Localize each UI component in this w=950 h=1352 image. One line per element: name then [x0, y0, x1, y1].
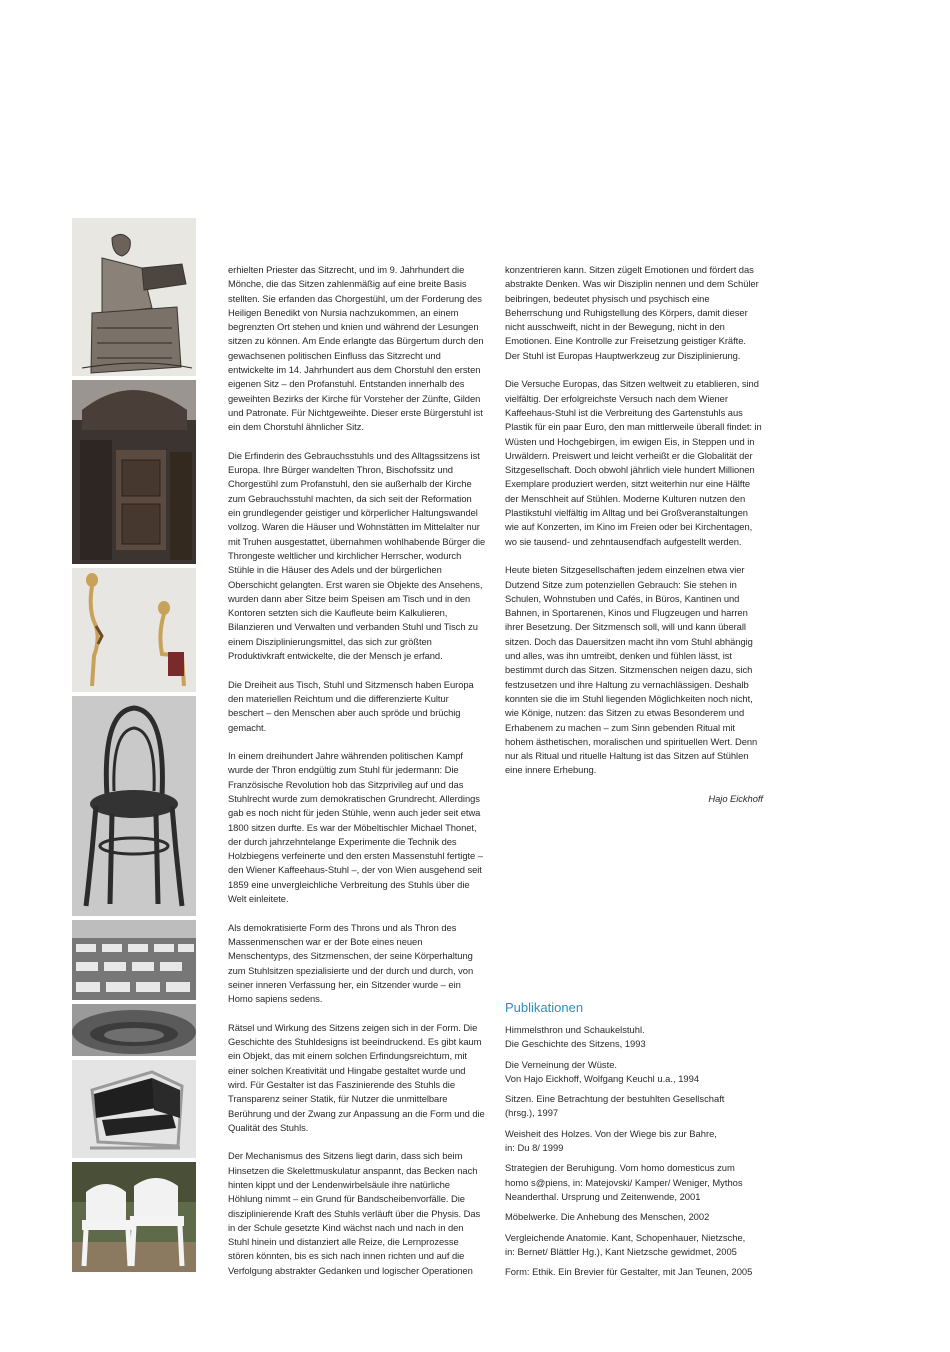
paragraph: Die Erfinderin des Gebrauchsstuhls und des Alltagssitzens ist Europa. Ihre Bürger wandelten Thron, Bischofssitz und Chorgestühl zum Profanstuhl, den sie außerhalb der Kirche zum Gebrauchsstuhl machten, da sich seit der Reformation ein grundlegender geistiger und körperlicher Haltungswandel vollzog. Waren die Häuser und Wohnstätten im Mittelalter nur mit Truhen ausgestattet, übernahmen wohlhabende Bürger die Throngeste weltlicher und kirchlicher Herrscher, wodurch Stühle in die Häuser des Adels und der bürgerlichen Oberschicht gelangten. Erst waren sie Objekte des Ansehens, wurden dann aber Sitze beim Speisen am Tisch und in den Kontoren setzten sich die Kaufleute beim Kalkulieren, Bilanzieren und Verwalten und verbanden Stuhl und Tisch zu einem Disziplinierungsmittel, das sich zur größten Produktivkraft entwickelte, die der Mensch je erfand. — [228, 449, 486, 662]
wassily-chair-image — [72, 1060, 196, 1158]
author-signature: Hajo Eickhoff — [708, 792, 763, 804]
publication-line: Form: Ethik. Ein Brevier für Gestalter, mit Jan Teunen, 2005 — [505, 1266, 753, 1278]
publication-item — [505, 1092, 775, 1121]
publication-item — [505, 1265, 775, 1279]
publications-heading: Publikationen — [505, 1000, 584, 1015]
plastic-chairs-image — [72, 1162, 196, 1272]
publication-line: homo s@piens, in: Matejovski/ Kamper/ Weniger, Mythos — [505, 1176, 743, 1188]
publication-item — [505, 1127, 775, 1156]
office-hall-image — [72, 920, 196, 1000]
publication-line: Von Hajo Eickhoff, Wolfgang Keuchl u.a., 1994 — [505, 1072, 700, 1084]
thonet-chair-image — [72, 696, 196, 916]
publication-item — [505, 1210, 775, 1224]
publication-item — [505, 1058, 775, 1087]
publication-item — [505, 1231, 775, 1260]
paragraph: erhielten Priester das Sitzrecht, und im 9. Jahrhundert die Mönche, die das Sitzen zahlenmäßig auf eine breite Basis stellten. Sie erfanden das Chorgestühl, um der Forderung des Heiligen Benedikt von Nursia nachzukommen, an einem begrenzten Ort stehen und knien und während der Lesungen sitzen zu können. Am Ende erlangte das Bürgertum durch den gewachsenen politischen Einfluss das Sitzrecht und entwickelte im 14. Jahrhundert aus dem Chorstuhl den ersten eigenen Sitz – den Profanstuhl. Entstanden innerhalb des geweihten Bezirks der Kirche für Vorsteher der Zünfte, Gilden und Patronate. Für Nichtgeweihte. Dieser erste Bürgerstuhl ist ein dem Chorstuhl ähnlicher Sitz. — [228, 264, 484, 433]
publication-line: Himmelsthron und Schaukelstuhl. — [505, 1024, 645, 1035]
publication-line: Die Verneinung der Wüste. — [505, 1058, 618, 1070]
publication-line: in: Bernet/ Blättler Hg.), Kant Nietzsche gewidmet, 2005 — [505, 1245, 737, 1257]
paragraph: Rätsel und Wirkung des Sitzens zeigen sich in der Form. Die Geschichte des Stuhldesigns ist beeindruckend. Es gibt kaum ein Objekt, das mit einem solchen Erfindungsreichtum, mit einer solchen Kreativität und Hingabe gestaltet wurde und wird. Für Gestalter ist das Faszinierende des Stuhls die Transparenz seiner Statik, für Nutzer die unmittelbare Berührung und der Zwang zur Anpassung an die Form und die Qualität des Stuhls. — [228, 1021, 485, 1133]
publication-item — [505, 1023, 775, 1052]
left-text-column — [228, 263, 486, 1292]
publication-line: Möbelwerke. Die Anhebung des Menschen, 2002 — [505, 1211, 710, 1223]
sitting-figures-image — [72, 568, 196, 692]
publications-section — [505, 1000, 775, 1285]
paragraph: Die Versuche Europas, das Sitzen weltweit zu etablieren, sind vielfältig. Der erfolgreichste Versuch nach dem Wiener Kaffeehaus-Stuhl ist die Verbreitung des Gartenstuhls aus Plastik für ein paar Euro, den man mittlerweile überall findet: in Wüsten und Hochgebirgen, im ewigen Eis, in Steppen und in Urwäldern. Preiswert und leicht verheißt er die Globalität der Sitzgesellschaft. Doch obwohl jährlich viele hundert Millionen Exemplare produziert werden, sitzt weiterhin nur eine Hälfte der Menschheit auf Stühlen. Moderne Kulturen nutzen den Plastikstuhl vielfältig im Alltag und bei Großveranstaltungen wie auf Konzerten, im Kino im Freien oder bei Kirchentagen, wo sie tausend- und zehntausendfach aufgestellt werden. — [505, 378, 762, 547]
publication-line: Vergleichende Anatomie. Kant, Schopenhauer, Nietzsche, — [505, 1231, 746, 1243]
publication-line: Neanderthal. Ursprung und Zeitenwende, 2001 — [505, 1190, 701, 1202]
choir-stall-image — [72, 380, 196, 564]
publication-line: in: Du 8/ 1999 — [505, 1142, 564, 1154]
publication-line: Strategien der Beruhigung. Vom homo domesticus zum — [505, 1162, 735, 1174]
publication-line: Weisheit des Holzes. Von der Wiege bis zur Bahre, — [505, 1127, 717, 1139]
paragraph: Als demokratisierte Form des Throns und als Thron des Massenmenschen war er der Bote eines neuen Menschentyps, des Sitzmenschen, der seine Körperhaltung zum Stuhlsitzen spezialisierte und der durch und durch, von seiner inneren Verfassung her, ein Sitzender wurde – ein Homo sapiens sedens. — [228, 921, 474, 1005]
paragraph: Der Mechanismus des Sitzens liegt darin, dass sich beim Hinsetzen die Skelettmuskulatur anspannt, das Becken nach hinten kippt und der Lendenwirbelsäule ihre natürliche Höhlung nimmt – ein Grund für Bandscheibenvorfälle. Die disziplinierende Kraft des Stuhls verläuft über die Physis. Das in der Schule gesetzte Kind wächst nach und nach in den Stuhl hinein und distanziert alle Reize, die Lernprozesse stören könnten, bis es sich nach innen richten und auf die Verfolgung abstrakter Gedanken und logischer Operationen — [228, 1150, 481, 1276]
paragraph: konzentrieren kann. Sitzen zügelt Emotionen und fördert das abstrakte Denken. Was wir Disziplin nennen und dem Schüler beibringen, bedeutet physisch und psychisch eine Beherrschung und Ruhigstellung des Körpers, damit dieser nicht ausschweift, nicht in der Bewegung, nicht in den Emotionen. Eine Kontrolle zur Freisetzung geistiger Kräfte. Der Stuhl ist Europas Hauptwerkzeug zur Disziplinierung. — [505, 264, 759, 361]
paragraph: Heute bieten Sitzgesellschaften jedem einzelnen etwa vier Dutzend Sitze zum potenziellen Gebrauch: Sie stehen in Schulen, Wohnstuben und Cafés, in Büros, Kantinen und Bahnen, in Sportarenen, Kinos und Flugzeugen und harren ihrer Besetzung. Der Sitzmensch soll, will und kann überall sitzen. Doch das Dauersitzen macht ihn vom Stuhl abhängig und alles, was ihn umtreibt, denken und fühlen lässt, ist bestimmt durch das Sitzen. Sitzmenschen neigen dazu, sich festzusetzen und ihre Haltung zu vernachlässigen. Deshalb konnten sie die im Stuhl liegenden Möglichkeiten noch nicht, wie Könige, nutzen: das Sitzen zu etwas Besonderem und Erhabenem zu machen – zum Sinn gebenden Ritual mit hohem ästhetischen, moralischen und spirituellen Wert. Denn nur als Ritual und rituelle Haltung ist das Sitzen auf Stühlen eine innere Erhebung. — [505, 564, 758, 776]
publication-line: Die Geschichte des Sitzens, 1993 — [505, 1038, 646, 1050]
engraving-writing-monk-image — [72, 218, 196, 376]
paragraph: In einem dreihundert Jahre währenden politischen Kampf wurde der Thron endgültig zum Stuhl für jedermann: Die Französische Revolution hob das Sitzprivileg auf und das Stuhlrecht wurde zum demokratischen Grundrecht. Allerdings gab es noch nicht für jeden Stühle, wenn auch jeder seit etwa 1800 sitzen durfte. Es war der Möbeltischler Michael Thonet, der durch jahrzehntelange Experimente die Technik des Holzbiegens verfeinerte und den ersten Massenstuhl fertigte – den Wiener Kaffeehaus-Stuhl –, der von Wien ausgehend seit 1859 eine unvergleichliche Verbreitung des Stuhls über die Welt einleitete. — [228, 750, 483, 905]
stadium-image — [72, 1004, 196, 1056]
publication-line: (hrsg.), 1997 — [505, 1107, 559, 1119]
publication-item — [505, 1161, 775, 1204]
publications-list — [505, 1023, 775, 1279]
paragraph: Die Dreiheit aus Tisch, Stuhl und Sitzmensch haben Europa den materiellen Reichtum und die differenzierte Kultur beschert – den Menschen aber auch spröde und brüchig gemacht. — [228, 678, 474, 733]
right-text-column — [505, 263, 763, 806]
publication-line: Sitzen. Eine Betrachtung der bestuhlten Gesellschaft — [505, 1093, 725, 1105]
